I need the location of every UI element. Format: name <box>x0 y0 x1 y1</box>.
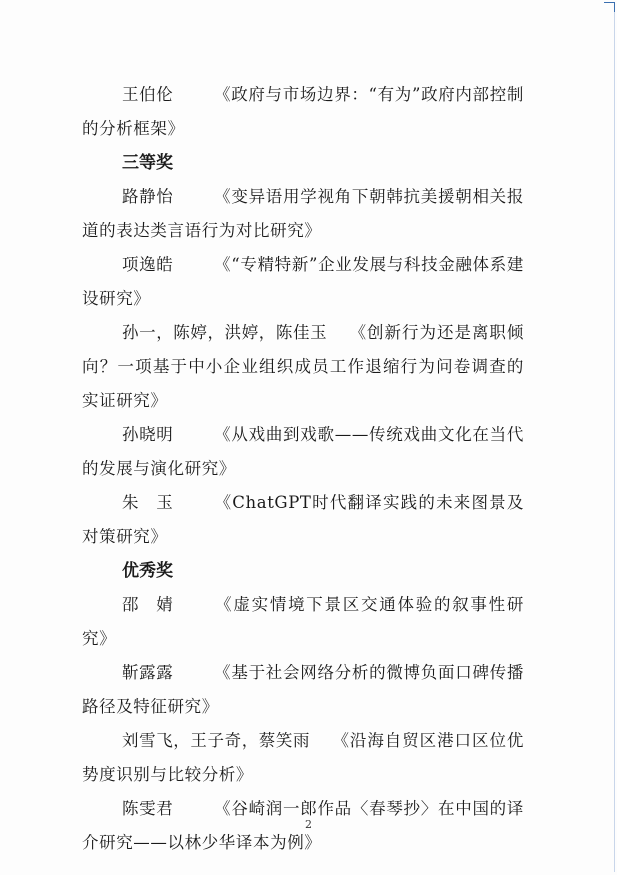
section-heading-third-prize: 三等奖 <box>122 153 173 173</box>
entry-author: 王伯伦 <box>122 85 174 104</box>
award-entry <box>82 418 524 486</box>
entry-author: 朱 玉 <box>122 493 174 512</box>
award-entry <box>82 588 524 656</box>
scan-edge-line <box>614 12 615 872</box>
entry-author: 孙晓明 <box>122 425 174 444</box>
award-list <box>82 78 524 860</box>
entry-title: 《创新行为还是离职倾向？一项基于中小企业组织成员工作退缩行为问卷调查的实证研究》 <box>82 323 524 410</box>
entry-title: 《变异语用学视角下朝韩抗美援朝相关报道的表达类言语行为对比研究》 <box>82 187 524 240</box>
page-number: 2 <box>305 818 312 831</box>
entry-title: 《基于社会网络分析的微博负面口碑传播路径及特征研究》 <box>82 663 524 716</box>
award-entry <box>82 316 524 418</box>
entry-title: 《政府与市场边界：“有为”政府内部控制的分析框架》 <box>82 85 524 138</box>
entry-author: 陈雯君 <box>122 799 174 818</box>
award-entry <box>82 486 524 554</box>
award-entry <box>82 656 524 724</box>
entry-author: 刘雪飞，王子奇，蔡笑雨 <box>122 731 311 750</box>
section-heading-excellence-award: 优秀奖 <box>122 561 173 581</box>
entry-title: 《谷崎润一郎作品〈春琴抄〉在中国的译介研究——以林少华译本为例》 <box>82 799 524 852</box>
award-entry <box>82 180 524 248</box>
entry-title: 《虚实情境下景区交通体验的叙事性研究》 <box>82 595 524 648</box>
award-entry <box>82 248 524 316</box>
entry-author: 孙一，陈婷，洪婷，陈佳玉 <box>122 323 328 342</box>
entry-title: 《“专精特新”企业发展与科技金融体系建设研究》 <box>82 255 524 308</box>
entry-title: 《ChatGPT时代翻译实践的未来图景及对策研究》 <box>82 493 524 546</box>
entry-author: 项逸皓 <box>122 255 174 274</box>
award-entry <box>82 724 524 792</box>
entry-title: 《沿海自贸区港口区位优势度识别与比较分析》 <box>82 731 524 784</box>
entry-author: 路静怡 <box>122 187 174 206</box>
entry-title: 《从戏曲到戏歌——传统戏曲文化在当代的发展与演化研究》 <box>82 425 524 478</box>
award-entry <box>82 78 524 146</box>
entry-author: 邵 婧 <box>122 595 174 614</box>
entry-author: 靳露露 <box>122 663 174 682</box>
